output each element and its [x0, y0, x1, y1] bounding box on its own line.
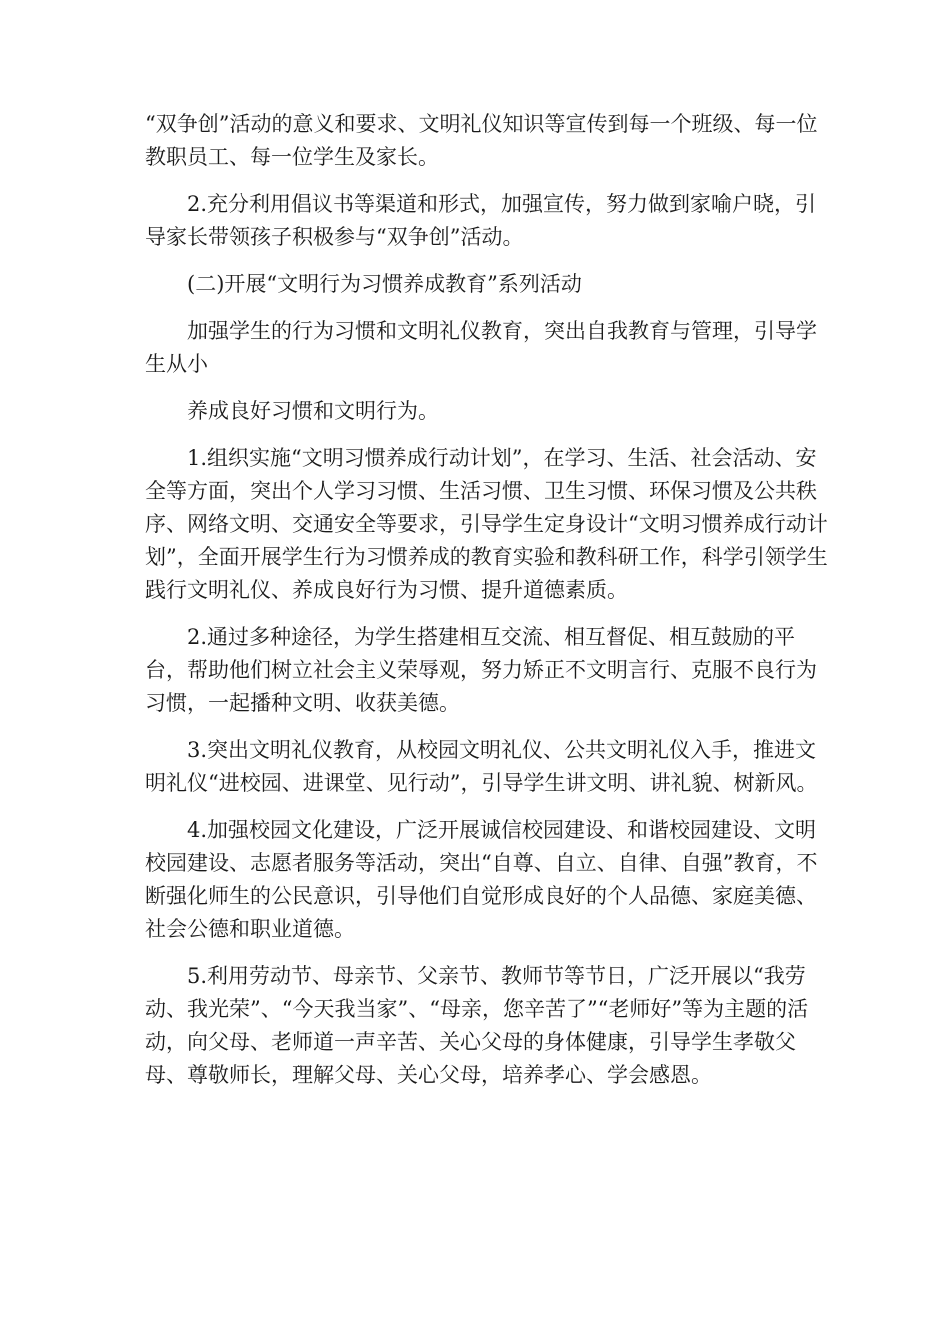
paragraph-1: “双争创”活动的意义和要求、文明礼仪知识等宣传到每一个班级、每一位教职员工、每一位学生及家长。	[145, 112, 818, 169]
paragraph-2: 2.充分利用倡议书等渠道和形式，加强宣传，努力做到家喻户晓，引导家长带领孩子积极参与“双争创”活动。	[145, 192, 817, 249]
paragraph-10: 5.利用劳动节、母亲节、父亲节、教师节等节日，广泛开展以“我劳动、我光荣”、“今天我当家”、“母亲，您辛苦了”“老师好”等为主题的活动，向父母、老师道一声辛苦、关心父母的身体健康，引导学生孝敬父母、尊敬师长，理解父母、关心父母，培养孝心、学会感恩。	[145, 964, 809, 1087]
paragraph-5: 养成良好习惯和文明行为。	[187, 399, 439, 423]
paragraph-4: 加强学生的行为习惯和文明礼仪教育，突出自我教育与管理，引导学生从小	[145, 319, 817, 376]
document-body	[145, 108, 835, 1106]
paragraph-7: 2.通过多种途径，为学生搭建相互交流、相互督促、相互鼓励的平台，帮助他们树立社会主义荣辱观，努力矫正不文明言行、克服不良行为习惯，一起播种文明、收获美德。	[145, 625, 817, 715]
paragraph-8: 3.突出文明礼仪教育，从校园文明礼仪、公共文明礼仪入手，推进文明礼仪“进校园、进课堂、见行动”，引导学生讲文明、讲礼貌、树新风。	[145, 738, 818, 795]
paragraph-6: 1.组织实施“文明习惯养成行动计划”，在学习、生活、社会活动、安全等方面，突出个人学习习惯、生活习惯、卫生习惯、环保习惯及公共秩序、网络文明、交通安全等要求，引导学生定身设计“文明习惯养成行动计划”，全面开展学生行为习惯养成的教育实验和教科研工作，科学引领学生践行文明礼仪、养成良好行为习惯、提升道德素质。	[145, 446, 828, 602]
section-heading: (二)开展“文明行为习惯养成教育”系列活动	[187, 272, 582, 296]
paragraph-9: 4.加强校园文化建设，广泛开展诚信校园建设、和谐校园建设、文明校园建设、志愿者服务等活动，突出“自尊、自立、自律、自强”教育，不断强化师生的公民意识，引导他们自觉形成良好的个人品德、家庭美德、社会公德和职业道德。	[145, 818, 818, 941]
